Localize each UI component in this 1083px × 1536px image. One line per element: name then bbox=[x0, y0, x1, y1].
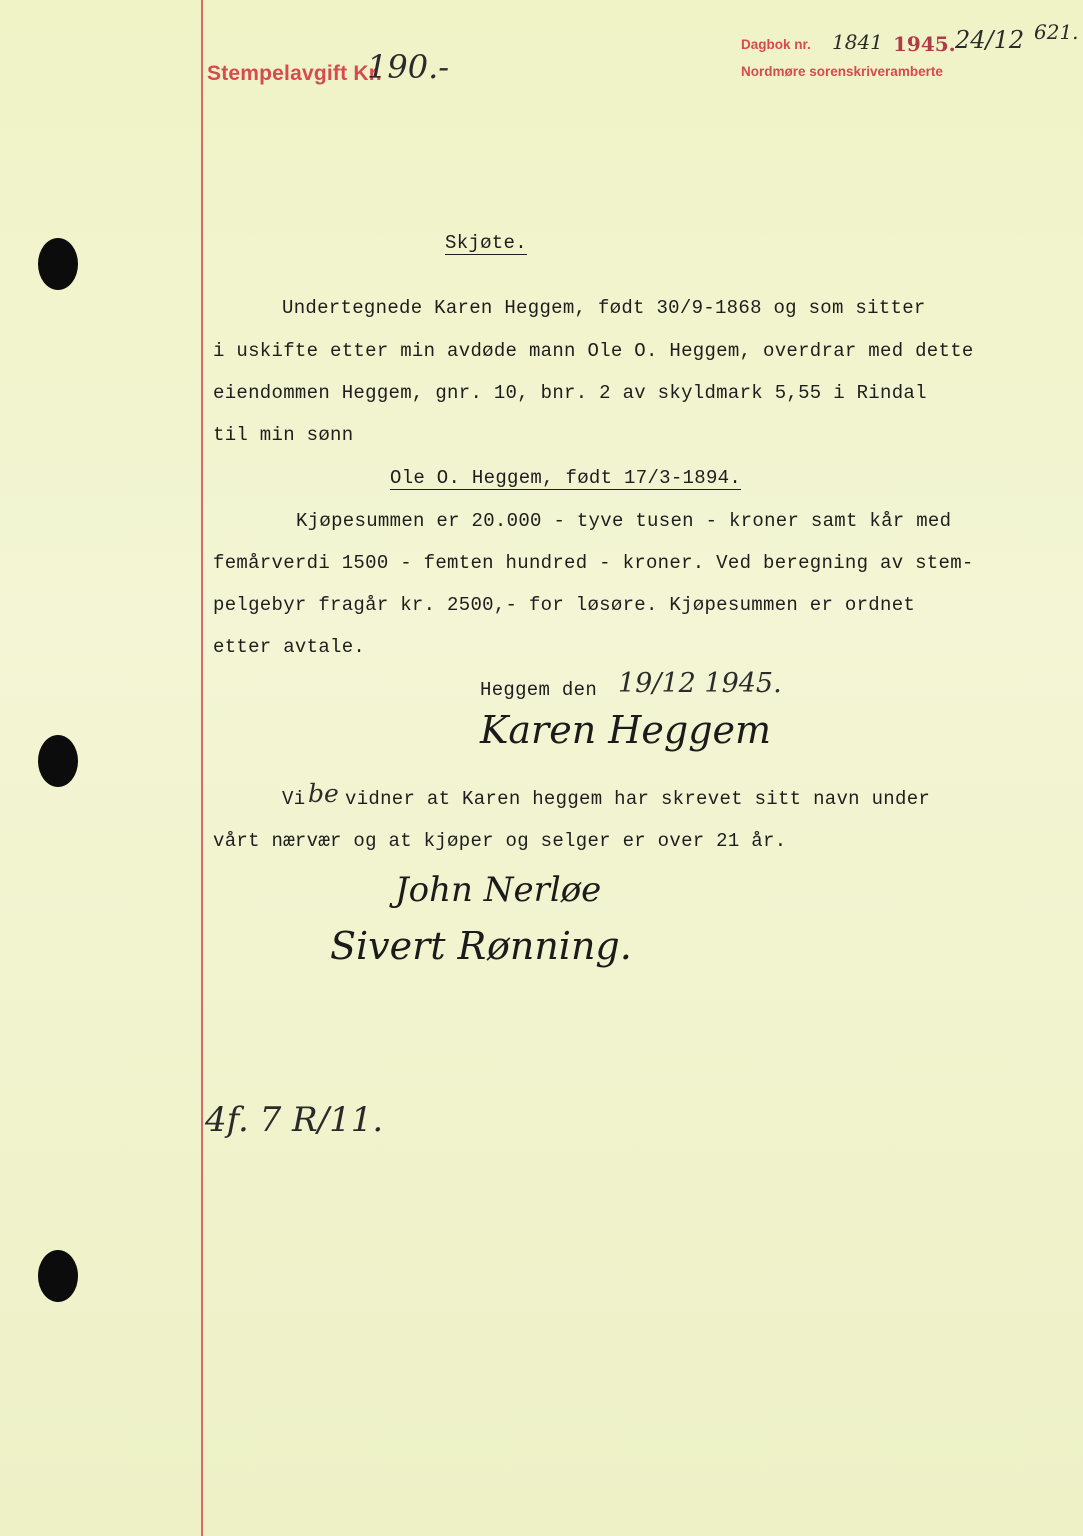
paragraph1-line4: til min sønn bbox=[213, 424, 354, 446]
place-date-handwritten: 19/12 1945. bbox=[618, 668, 782, 699]
stamp-fee-amount: 190.- bbox=[367, 48, 450, 86]
stamp-diary-label: Dagbok nr. bbox=[741, 37, 811, 52]
paragraph1-line1: Undertegnede Karen Heggem, født 30/9-1868 og som sitter bbox=[282, 297, 926, 319]
place-date-prefix: Heggem den bbox=[480, 679, 598, 701]
paragraph2-line1: Kjøpesummen er 20.000 - tyve tusen - kroner samt kår med bbox=[296, 510, 952, 532]
paragraph1-line2: i uskifte etter min avdøde mann Ole O. Heggem, overdrar med dette bbox=[213, 340, 974, 362]
witness-line2: vårt nærvær og at kjøper og selger er over 21 år. bbox=[213, 830, 787, 852]
witness-line1-start: Vi bbox=[282, 788, 306, 810]
document-title: Skjøte. bbox=[445, 232, 527, 254]
stamp-fee-label: Stempelavgift Kr. bbox=[207, 62, 382, 85]
red-margin-line bbox=[201, 0, 203, 1536]
bottom-notation: 4f. 7 R/11. bbox=[205, 1100, 384, 1140]
witness-line1-rest: vidner at Karen heggem har skrevet sitt navn under bbox=[345, 788, 931, 810]
signature-witness1: John Nerløe bbox=[395, 870, 602, 910]
named-person: Ole O. Heggem, født 17/3-1894. bbox=[390, 467, 742, 489]
signature-witness2: Sivert Rønning. bbox=[330, 924, 632, 968]
stamp-diary-year: 1945. bbox=[893, 32, 956, 56]
signature-seller: Karen Heggem bbox=[480, 708, 772, 752]
paragraph2-line3: pelgebyr fragår kr. 2500,- for løsøre. Kjøpesummen er ordnet bbox=[213, 594, 916, 616]
stamp-diary-date: 24/12 bbox=[955, 26, 1025, 54]
punch-hole-top bbox=[38, 238, 78, 290]
stamp-diary-number: 1841 bbox=[832, 30, 883, 54]
page-number: 621. bbox=[1034, 20, 1079, 44]
paragraph2-line4: etter avtale. bbox=[213, 636, 366, 658]
punch-hole-middle bbox=[38, 735, 78, 787]
witness-handwritten-correction: be bbox=[308, 779, 339, 808]
punch-hole-bottom bbox=[38, 1250, 78, 1302]
paragraph2-line2: femårverdi 1500 - femten hundred - kroner. Ved beregning av stem- bbox=[213, 552, 974, 574]
stamp-office: Nordmøre sorenskriveramberte bbox=[741, 64, 943, 79]
paragraph1-line3: eiendommen Heggem, gnr. 10, bnr. 2 av skyldmark 5,55 i Rindal bbox=[213, 382, 927, 404]
